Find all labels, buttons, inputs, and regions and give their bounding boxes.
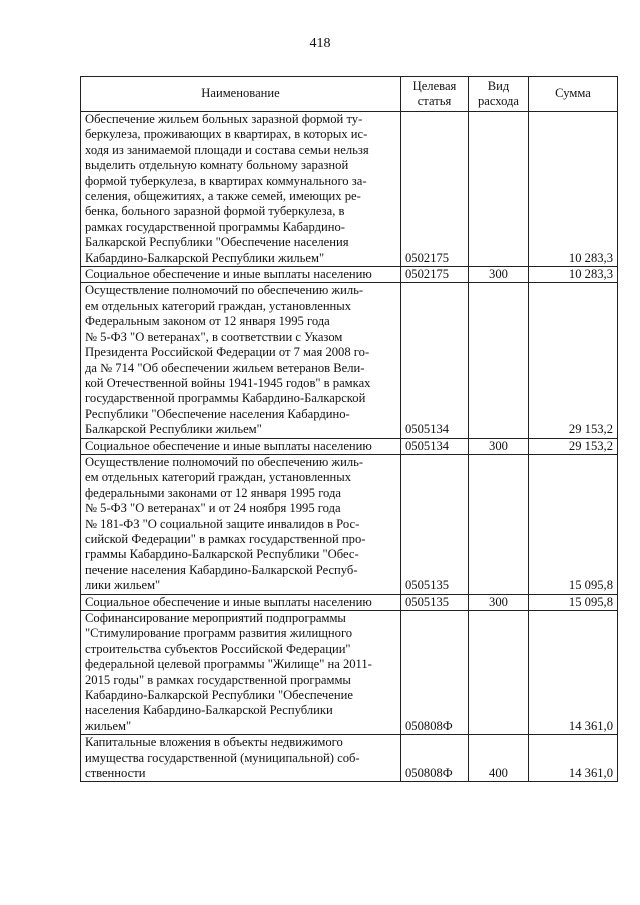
row-name-line: беркулеза, проживающих в квартирах, в которых ис-: [85, 127, 368, 142]
row-article: 0505134: [401, 283, 469, 438]
row-sum: 10 283,3: [529, 112, 618, 267]
row-sum: 14 361,0: [529, 611, 618, 735]
row-name-line: лики жильем": [85, 578, 161, 593]
row-name: [81, 594, 401, 610]
row-name-line: Социальное обеспечение и иные выплаты населению: [85, 594, 372, 609]
row-name-line: № 5-ФЗ "О ветеранах", в соответствии с Указом: [85, 329, 343, 344]
row-sum: 15 095,8: [529, 594, 618, 610]
row-name-line: Кабардино-Балкарской Республики "Обеспечение: [85, 688, 353, 703]
row-name-line: ем отдельных категорий граждан, установленных: [85, 298, 352, 313]
row-name: [81, 611, 401, 735]
row-kind: [469, 611, 529, 735]
row-name-line: государственной программы Кабардино-Балкарской: [85, 391, 366, 406]
row-article: 050808Ф: [401, 611, 469, 735]
table-row: [81, 611, 618, 735]
row-kind: 300: [469, 438, 529, 454]
row-kind: 400: [469, 735, 529, 782]
row-kind: 300: [469, 594, 529, 610]
table-row: [81, 454, 618, 594]
row-name-line: имущества государственной (муниципальной) соб-: [85, 750, 360, 765]
row-name-line: селения, общежитиях, а также семей, имеющих ре-: [85, 189, 361, 204]
table-row: [81, 594, 618, 610]
row-name-line: рамках государственной программы Кабардино-: [85, 219, 345, 234]
row-name-line: жильем": [85, 718, 132, 733]
row-name: [81, 735, 401, 782]
row-article: 0505135: [401, 454, 469, 594]
row-name-line: Обеспечение жильем больных заразной формой ту-: [85, 112, 363, 126]
row-name-line: Социальное обеспечение и иные выплаты населению: [85, 267, 372, 282]
row-name-line: формой туберкулеза, в квартирах коммунального за-: [85, 173, 367, 188]
header-kind-line: расхода: [477, 94, 520, 108]
row-article: 050808Ф: [401, 735, 469, 782]
row-name-line: Республики "Обеспечение населения Кабардино-: [85, 406, 350, 421]
row-name-line: сийской Федерации" в рамках государственной про-: [85, 531, 366, 546]
row-name-line: Балкарской Республики жильем": [85, 422, 262, 437]
row-name: [81, 454, 401, 594]
row-article: 0502175: [401, 112, 469, 267]
row-name: [81, 112, 401, 267]
row-name-line: ственности: [85, 766, 146, 781]
header-article-line: Целевая: [412, 78, 457, 93]
row-name-line: выделить отдельную комнату больному заразной: [85, 158, 349, 173]
row-name-line: федеральными законами от 12 января 1995 года: [85, 485, 341, 500]
row-name-line: Балкарской Республики "Обеспечение населения: [85, 235, 349, 250]
row-name-line: Софинансирование мероприятий подпрограммы: [85, 611, 346, 625]
row-sum: 10 283,3: [529, 267, 618, 283]
page-number: 418: [309, 36, 331, 51]
row-name-line: Президента Российской Федерации от 7 мая 2008 го-: [85, 345, 370, 360]
row-name-line: федеральной целевой программы "Жилище" на 2011-: [85, 657, 372, 672]
row-kind: [469, 454, 529, 594]
row-kind: [469, 112, 529, 267]
row-sum: 29 153,2: [529, 283, 618, 438]
row-article: 0502175: [401, 267, 469, 283]
row-name-line: Осуществление полномочий по обеспечению жиль-: [85, 283, 364, 298]
budget-table: [80, 76, 618, 782]
table-header-row: [81, 77, 618, 112]
table-row: [81, 735, 618, 782]
row-name-line: ем отдельных категорий граждан, установленных: [85, 470, 352, 485]
header-article: [401, 77, 469, 112]
row-name-line: да № 714 "Об обеспечении жильем ветеранов Вели-: [85, 360, 365, 375]
header-sum: Сумма: [529, 77, 618, 112]
row-name-line: Социальное обеспечение и иные выплаты населению: [85, 438, 372, 453]
row-name-line: Капитальные вложения в объекты недвижимого: [85, 735, 343, 750]
row-name-line: Кабардино-Балкарской Республики жильем": [85, 250, 325, 265]
row-name: [81, 267, 401, 283]
row-name: [81, 438, 401, 454]
row-sum: 14 361,0: [529, 735, 618, 782]
table-row: [81, 267, 618, 283]
row-name-line: Федеральным законом от 12 января 1995 года: [85, 314, 330, 329]
row-name-line: 2015 годы" в рамках государственной программы: [85, 672, 351, 687]
table-row: [81, 283, 618, 438]
row-kind: 300: [469, 267, 529, 283]
row-name-line: № 181-ФЗ "О социальной защите инвалидов в Рос-: [85, 516, 360, 531]
row-name-line: строительства субъектов Российской Федерации": [85, 641, 351, 656]
row-name-line: бенка, больного заразной формой туберкулеза, в: [85, 204, 345, 219]
row-name-line: Осуществление полномочий по обеспечению жиль-: [85, 454, 364, 469]
row-name-line: № 5-ФЗ "О ветеранах" и от 24 ноября 1995 года: [85, 501, 341, 516]
header-kind: [469, 77, 529, 112]
row-name: [81, 283, 401, 438]
table-row: [81, 438, 618, 454]
row-name-line: ходя из занимаемой площади и состава семьи нельзя: [85, 142, 369, 157]
row-kind: [469, 283, 529, 438]
header-name: Наименование: [81, 77, 401, 112]
row-sum: 15 095,8: [529, 454, 618, 594]
header-article-line: статья: [417, 94, 452, 108]
row-name-line: печение населения Кабардино-Балкарской Респуб-: [85, 562, 358, 577]
row-article: 0505135: [401, 594, 469, 610]
row-sum: 29 153,2: [529, 438, 618, 454]
row-name-line: "Стимулирование программ развития жилищного: [85, 626, 353, 641]
row-article: 0505134: [401, 438, 469, 454]
row-name-line: граммы Кабардино-Балкарской Республики "Обес-: [85, 547, 359, 562]
row-name-line: населения Кабардино-Балкарской Республики: [85, 703, 333, 718]
row-name-line: кой Отечественной войны 1941-1945 годов" в рамках: [85, 375, 371, 390]
header-kind-line: Вид: [487, 78, 510, 93]
table-row: [81, 112, 618, 267]
